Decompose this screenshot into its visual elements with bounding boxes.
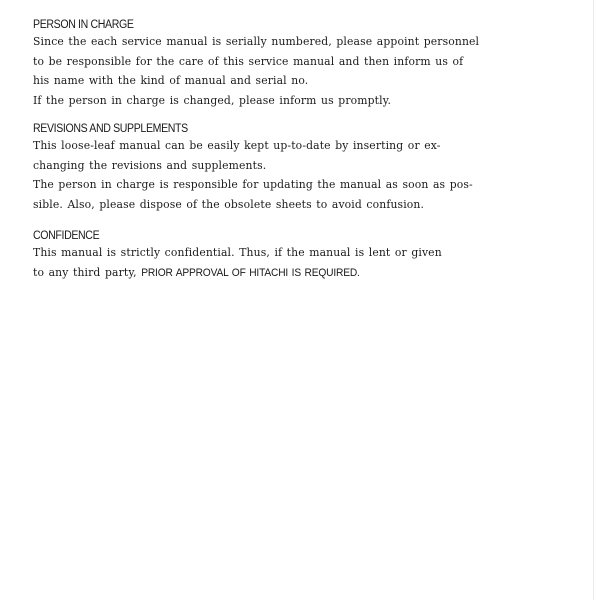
paragraph-line: This loose-leaf manual can be easily kept up-to-date by inserting or ex- [33, 138, 441, 152]
section-confidence [33, 229, 543, 282]
approval-required-notice: PRIOR APPROVAL OF HITACHI IS REQUIRED. [141, 266, 360, 279]
approval-prefix-text: to any third party, [33, 264, 142, 279]
page-edge-divider [593, 0, 594, 600]
paragraph-line: to be responsible for the care of this service manual and then inform us of [33, 53, 464, 68]
paragraph-line: changing the revisions and supplements. [33, 157, 267, 172]
paragraph-line: This manual is strictly confidential. Thus, if the manual is lent or given [33, 245, 442, 259]
paragraph-line: his name with the kind of manual and serial no. [33, 73, 309, 87]
paragraph-line: Since the each service manual is serially numbered, please appoint personnel [33, 34, 480, 48]
section-heading: REVISIONS AND SUPPLEMENTS [33, 123, 188, 135]
paragraph-line-approval [33, 263, 507, 283]
section-revisions-and-supplements [33, 122, 543, 214]
paragraph-line: The person in charge is responsible for updating the manual as soon as pos- [33, 177, 473, 191]
paragraph-line: If the person in charge is changed, please inform us promptly. [33, 92, 392, 107]
section-heading: CONFIDENCE [33, 230, 100, 242]
section-heading: PERSON IN CHARGE [33, 19, 134, 31]
paragraph-line: sible. Also, please dispose of the obsolete sheets to avoid confusion. [33, 196, 425, 211]
section-person-in-charge [33, 18, 543, 110]
